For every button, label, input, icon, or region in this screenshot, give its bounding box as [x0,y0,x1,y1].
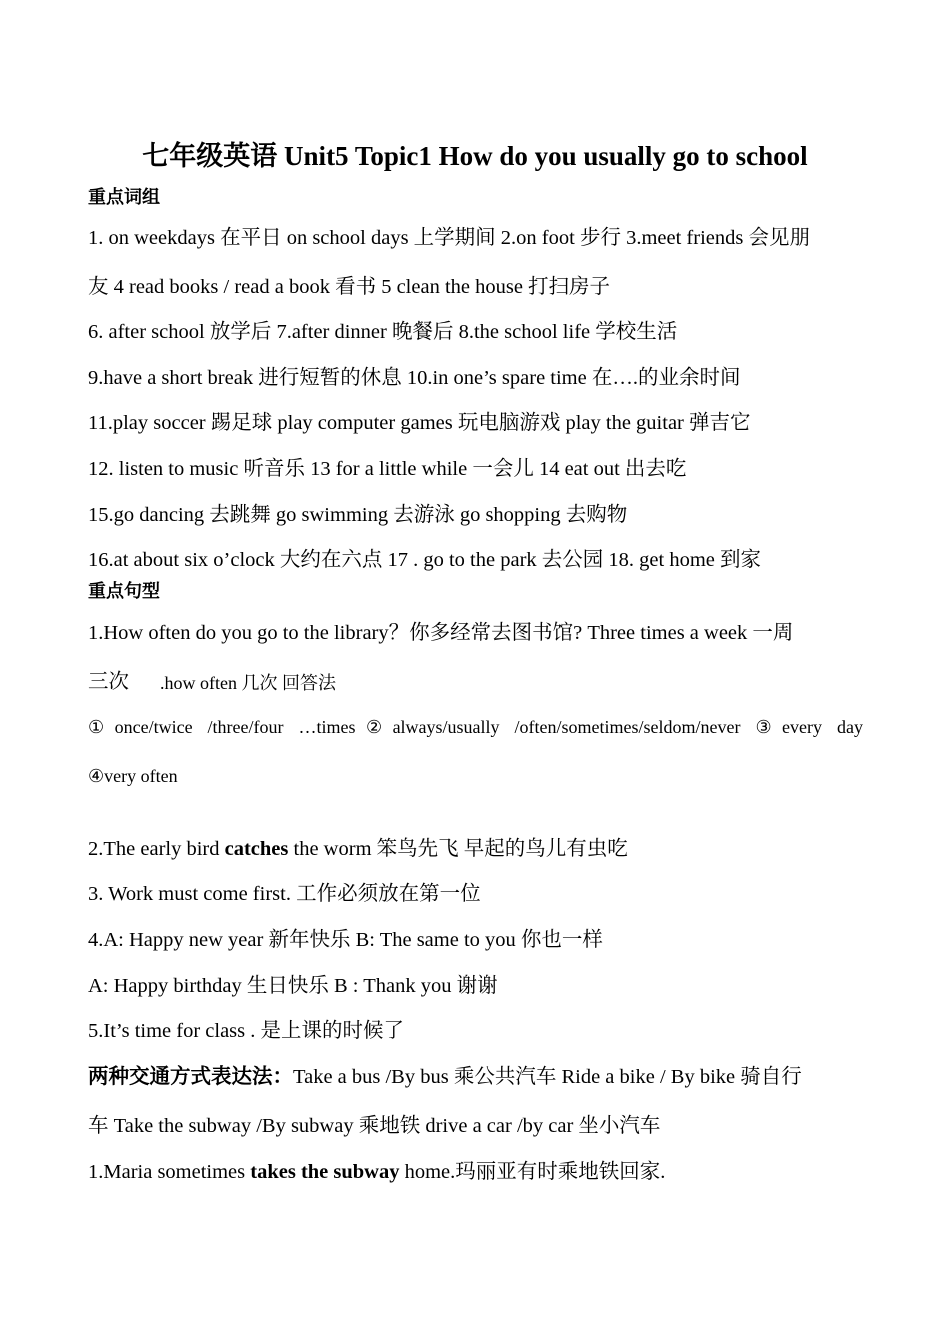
sentence-line: 3. Work must come first. 工作必须放在第一位 [88,883,481,905]
phrase-line: 16.at about six o’clock 大约在六点 17 . go to the park 去公园 18. get home 到家 [88,549,761,571]
sentence-line: 三次 [88,671,129,693]
bold-keyword: catches [224,838,289,860]
sentence-line: 1.How often do you go to the library？你多经常去图书馆? Three times a week 一周 [88,622,794,644]
example-text: 1.Maria sometimes [88,1161,251,1183]
phrase-line: 友 4 read books / read a book 看书 5 clean the house 打扫房子 [88,276,611,298]
section-heading-phrases: 重点词组 [88,187,160,207]
phrase-line: 12. listen to music 听音乐 13 for a little while 一会儿 14 eat out 出去吃 [88,458,687,480]
frequency-options-cont: ④very often [88,766,178,786]
transport-line [88,1067,802,1088]
transport-text: Take a bus /By bus 乘公共汽车 Ride a bike / By bike 骑自行 [293,1066,802,1088]
transport-line: 车 Take the subway /By subway 乘地铁 drive a car /by car 坐小汽车 [88,1115,661,1137]
sentence-text: 2.The early bird [88,838,225,860]
phrase-line: 1. on weekdays 在平日 on school days 上学期间 2.on foot 步行 3.meet friends 会见朋 [88,227,810,249]
phrase-line: 11.play soccer 踢足球 play computer games 玩电脑游戏 play the guitar 弹吉它 [88,412,751,434]
transport-label: 两种交通方式表达法： [88,1066,293,1088]
bold-keyword: takes the subway [250,1161,400,1183]
phrase-line: 15.go dancing 去跳舞 go swimming 去游泳 go shopping 去购物 [88,504,628,526]
section-heading-sentences: 重点句型 [88,581,160,601]
example-text: home.玛丽亚有时乘地铁回家. [399,1161,666,1183]
sentence-text: the worm 笨鸟先飞 早起的鸟儿有虫吃 [288,838,628,860]
sentence-line: .how often 几次 回答法 [160,673,336,693]
sentence-line: 5.It’s time for class . 是上课的时候了 [88,1020,405,1042]
phrase-line: 9.have a short break 进行短暂的休息 10.in one’s spare time 在….的业余时间 [88,367,741,389]
sentence-line [88,839,628,860]
sentence-line: 4.A: Happy new year 新年快乐 B: The same to you 你也一样 [88,929,603,951]
example-line [88,1162,665,1183]
phrase-line: 6. after school 放学后 7.after dinner 晚餐后 8.the school life 学校生活 [88,321,678,343]
frequency-options: ①once/twice /three/four …times②always/usually /often/sometimes/seldom/never ③every day [88,717,863,737]
sentence-line: A: Happy birthday 生日快乐 B : Thank you 谢谢 [88,975,498,997]
page-title: 七年级英语 Unit5 Topic1 How do you usually go to school [142,141,808,171]
